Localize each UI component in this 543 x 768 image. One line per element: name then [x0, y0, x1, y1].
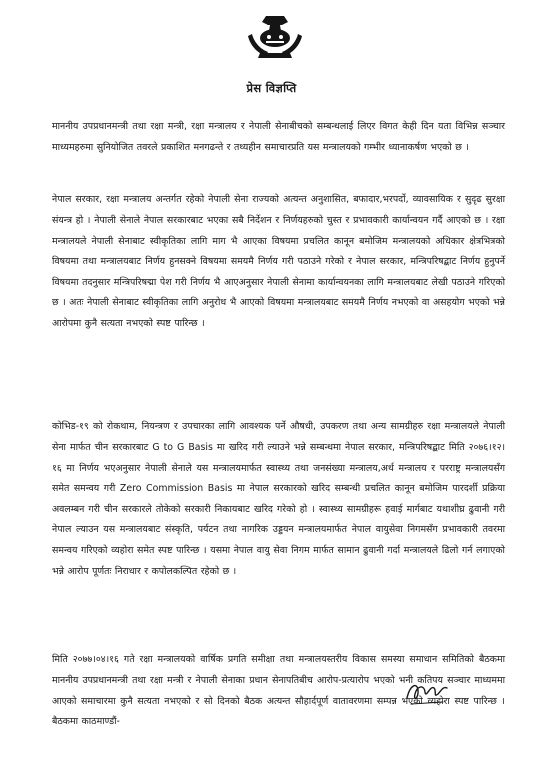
- page-title: प्रेस विज्ञप्ति: [246, 81, 297, 95]
- government-emblem-icon: [246, 12, 304, 60]
- paragraph-army-role: नेपाल सरकार, रक्षा मन्त्रालय अन्तर्गत रहेको नेपाली सेना राज्यको अत्यन्त अनुशासित, बफादार,भरपर्दो, व्यावसायिक र सुदृढ सुरक्षा संयन्त्र हो । नेपाली सेनाले नेपाल सरकारबाट भएका सबै निर्देशन र निर्णयहरुको चुस्त र प्रभावकारी कार्यान्वयन गर्दै आएको छ । रक्षा मन्त्रालयले नेपाली सेनाबाट स्वीकृतिका लागि माग भै आएका विषयमा प्रचलित कानून बमोजिम मन्त्रालयको अधिकार क्षेत्रभित्रको विषयमा तथा मन्त्रालयबाट निर्णय हुनसक्ने विषयमा समयमै निर्णय गरी पठाउने गरेको र नेपाल सरकार, मन्त्रिपरिषद्बाट निर्णय हुनुपर्ने विषयमा तदनुसार मन्त्रिपरिषद्मा पेश गरी निर्णय भै आएअनुसार नेपाली सेनामा कार्यान्वयनका लागि मन्त्रालयबाट लेखी पठाउने गरिएको छ । अतः नेपाली सेनाबाट स्वीकृतिका लागि अनुरोध भै आएको विषयमा मन्त्रालयबाट समयमै निर्णय नभएको वा असहयोग भएको भन्ने आरोपमा कुनै सत्यता नभएको स्पष्ट पारिन्छ ।: [52, 194, 505, 329]
- paragraph-covid-procurement: कोभिड-१९ को रोकथाम, नियन्त्रण र उपचारका लागि आवश्यक पर्ने औषधी, उपकरण तथा अन्य सामग्रीहरु रक्षा मन्त्रालयले नेपाली सेना मार्फत चीन सरकारबाट G to G Basis मा खरिद गरी ल्याउने भन्ने सम्बन्धमा नेपाल सरकार, मन्त्रिपरिषद्बाट मिति २०७६।१२।१६ मा निर्णय भएअनुसार नेपाली सेनाले यस मन्त्रालयमार्फत स्वास्थ्य तथा जनसंख्या मन्त्रालय,अर्थ मन्त्रालय र परराष्ट्र मन्त्रालयसँग समेत समन्वय गरी Zero Commission Basis मा नेपाल सरकारको खरिद सम्बन्धी प्रचलित कानून बमोजिम पारदर्शी प्रक्रिया अवलम्बन गरी चीन सरकारले तोकेको सरकारी निकायबाट खरिद गरेको हो । स्वास्थ्य सामग्रीहरू हवाई मार्गबाट यथाशीघ्र ढुवानी गरी नेपाल ल्याउन यस मन्त्रालयबाट संस्कृति, पर्यटन तथा नागरिक उड्डयन मन्त्रालयमार्फत नेपाल वायुसेवा निगमसँग प्रभावकारी तवरमा समन्वय गरिएको व्यहोरा समेत स्पष्ट पारिन्छ । यसमा नेपाल वायु सेवा निगम मार्फत सामान ढुवानी गर्दा मन्त्रालयले ढिलो गर्न लगाएको भन्ने आरोप पूर्णतः निराधार र कपोलकल्पित रहेको छ ।: [52, 421, 505, 577]
- paragraph-meeting: मिति २०७७।०४।१६ गते रक्षा मन्त्रालयको वार्षिक प्रगति समीक्षा तथा मन्त्रालयस्तरीय विकास समस्या समाधान समितिको बैठकमा माननीय उपप्रधानमन्त्री तथा रक्षा मन्त्री र नेपाली सेनाका प्रधान सेनापतिबीच आरोप-प्रत्यारोप भएको भनी कतिपय सञ्चार माध्यममा आएको समाचारमा कुनै सत्यता नभएको र सो दिनको बैठक अत्यन्त सौहार्दपूर्ण वातावरणमा सम्पन्न भएको व्यहोरा स्पष्ट पारिन्छ । बैठकमा काठमाण्डौं-: [52, 654, 505, 728]
- paragraph-intro: माननीय उपप्रधानमन्त्री तथा रक्षा मन्त्री, रक्षा मन्त्रालय र नेपाली सेनाबीचको सम्बन्धलाई लिएर विगत केही दिन यता विभिन्न सञ्चार माध्यमहरुमा सुनियोजित तवरले प्रकाशित मनगढन्ते र तथ्यहीन समाचारप्रति यस मन्त्रालयको गम्भीर ध्यानाकर्षण भएको छ ।: [52, 121, 505, 153]
- signature-icon: [403, 676, 451, 710]
